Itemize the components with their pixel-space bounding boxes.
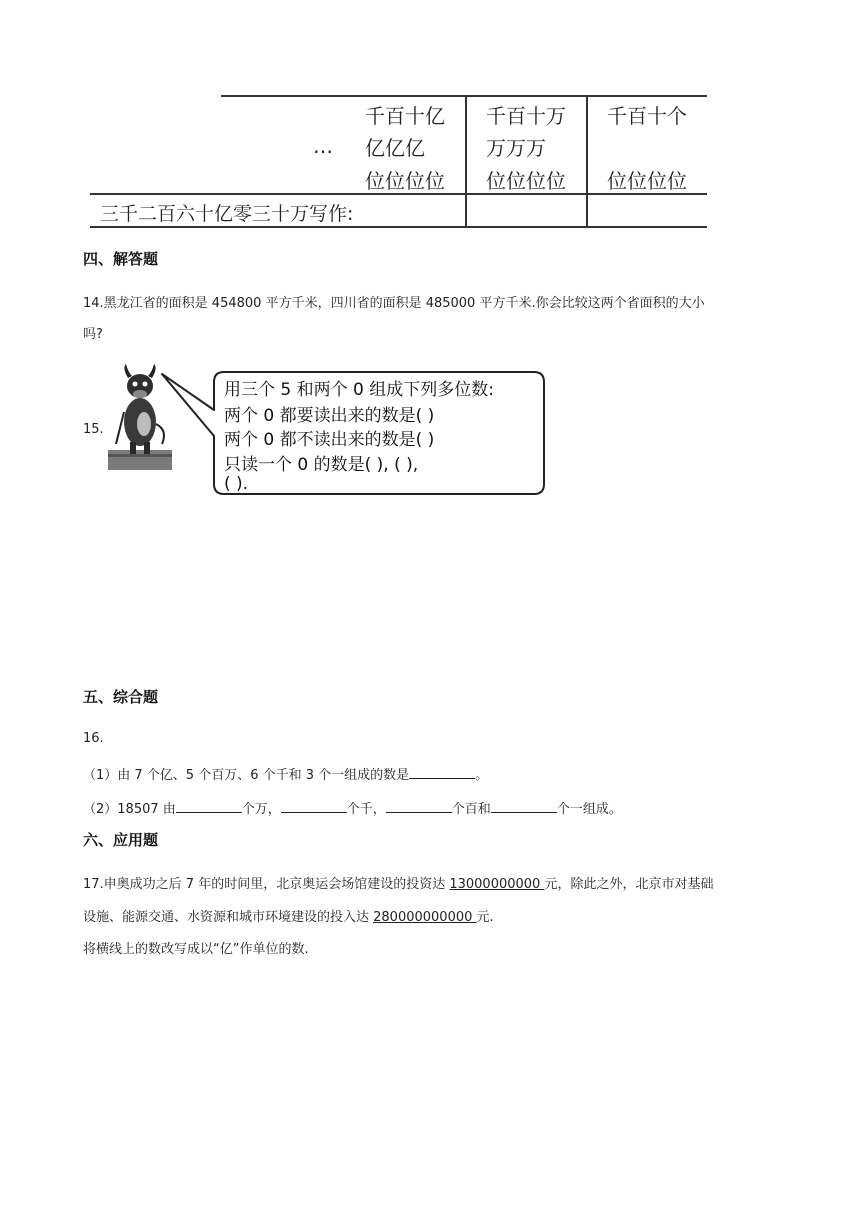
bubble-line2: 两个 0 都要读出来的数是( ): [224, 406, 435, 426]
wan-group-row2: 万万万: [486, 136, 546, 160]
q16-part2-qian: 个千，: [346, 802, 386, 817]
answer-blank[interactable]: [386, 800, 452, 813]
answer-blank[interactable]: [281, 800, 347, 813]
q17-text-a: 17.申奥成功之后 7 年的时间里，北京奥运会场馆建设的投资达: [83, 877, 450, 892]
q17-underlined-number-2: 280000000000: [373, 910, 477, 925]
answer-blank[interactable]: [176, 800, 242, 813]
q17-line2: [83, 906, 494, 925]
q16-part2-bai: 个百和: [451, 802, 491, 817]
q17-line1: [83, 873, 713, 892]
table-ellipsis: …: [313, 134, 333, 158]
bubble-line4: 只读一个 0 的数是( ), ( ),: [224, 455, 419, 475]
section5-heading: 五、综合题: [83, 688, 159, 706]
bubble-line5: ( ).: [224, 474, 249, 494]
q16-part2-ge: 个一组成。: [556, 802, 622, 817]
table-divider-2: [586, 95, 588, 228]
q17-line3: 将横线上的数改写成以“亿”作单位的数.: [83, 942, 309, 957]
q14-line1: 14.黑龙江省的面积是 454800 平方千米，四川省的面积是 485000 平方千米.你会比较这两个省面积的大小: [83, 296, 705, 311]
answer-blank[interactable]: [409, 766, 475, 779]
yi-group-row1: 千百十亿: [365, 104, 445, 128]
ge-group-row3: 位位位位: [607, 169, 687, 193]
section6-heading: 六、应用题: [83, 831, 159, 849]
q17-text-d: 元.: [476, 910, 494, 925]
table-top-border: [221, 95, 707, 97]
yi-group-row2: 亿亿亿: [365, 136, 425, 160]
section4-heading: 四、解答题: [83, 250, 159, 268]
yi-group-row3: 位位位位: [365, 169, 445, 193]
bubble-line3: 两个 0 都不读出来的数是( ): [224, 430, 435, 450]
q15-number: 15.: [83, 422, 104, 437]
wan-group-row1: 千百十万: [486, 104, 566, 128]
table-prompt: 三千二百六十亿零三十万写作:: [100, 203, 354, 225]
table-bottom-border: [90, 226, 707, 228]
q16-part2-text: （2）18507 由: [83, 802, 176, 817]
wan-group-row3: 位位位位: [486, 169, 566, 193]
answer-blank[interactable]: [491, 800, 557, 813]
bubble-line1: 用三个 5 和两个 0 组成下列多位数:: [224, 380, 494, 400]
q17-text-b: 元，除此之外，北京市对基础: [544, 877, 714, 892]
q16-part2-wan: 个万，: [241, 802, 281, 817]
ge-group-row1: 千百十个: [607, 104, 687, 128]
q16-part1: [83, 764, 488, 783]
q17-underlined-number-1: 13000000000: [449, 877, 545, 892]
q14-line2: 吗?: [83, 327, 103, 342]
q16-part1-text: （1）由 7 个亿、5 个百万、6 个千和 3 个一组成的数是: [83, 768, 410, 783]
table-divider-1: [465, 95, 467, 228]
q17-text-c: 设施、能源交通、水资源和城市环境建设的投入达: [83, 910, 374, 925]
q16-part2: [83, 798, 622, 817]
q16-part1-end: 。: [475, 768, 489, 783]
q16-number: 16.: [83, 731, 104, 746]
